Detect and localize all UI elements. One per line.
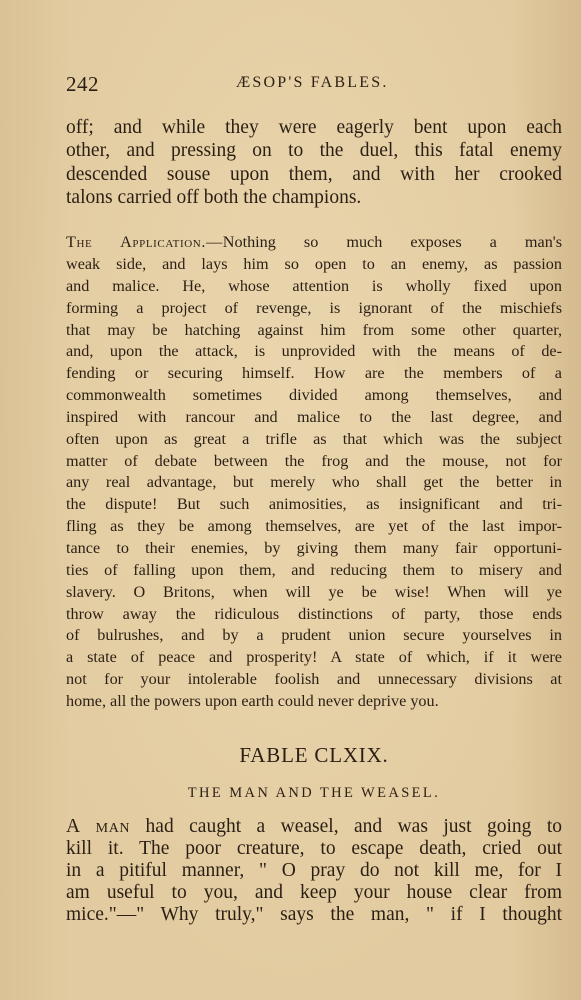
opening-word: A man [66,815,131,837]
text-line: that may be hatching against him from some other quarter, [66,320,562,339]
fable-body-paragraph [66,816,562,926]
text-line: the dispute! But such animosities, as insignificant and tri- [66,495,562,514]
text-line: a state of peace and prosperity! A state of which, if it were [66,648,562,667]
text-line: off; and while they were eagerly bent upon each [66,117,562,138]
text-line: throw away the ridiculous distinctions of party, those ends [66,604,562,623]
text-line: inspired with rancour and malice to the last degree, and [66,407,562,426]
page-number: 242 [66,72,99,96]
text-line: of bulrushes, and by a prudent union secure yourselves in [66,626,562,645]
text-line: home, all the powers upon earth could never deprive you. [66,691,439,710]
text-line: commonwealth sometimes divided among themselves, and [66,386,562,405]
application-label: The Application.— [66,233,223,252]
text-line: am useful to you, and keep your house clear from [66,881,562,903]
application-paragraph [66,232,562,713]
text-line: kill it. The poor creature, to escape death, cried out [66,837,562,859]
book-title: ÆSOP'S FABLES. [236,74,389,91]
text-line: ties of falling upon them, and reducing them to misery and [66,560,562,579]
text-line: slavery. O Britons, when will ye be wise! When will ye [66,582,562,601]
text-line: talons carried off both the champions. [66,186,362,208]
text-line: matter of debate between the frog and the mouse, not for [66,451,562,470]
running-head [66,72,562,98]
text-line: tance to their enemies, by giving them many fair opportuni- [66,539,562,557]
text-line: fending or securing himself. How are the members of a [66,364,562,383]
text-line: and, upon the attack, is unprovided with the means of de- [66,342,562,361]
fable-subtitle: THE MAN AND THE WEASEL. [187,784,441,801]
text-line: weak side, and lays him so open to an enemy, as passion [66,255,562,274]
text-line: mice."—" Why truly," says the man, " if I thought [66,903,562,925]
fable-first-line: had caught a weasel, and was just going to [130,815,562,837]
text-line: other, and pressing on to the duel, this fatal enemy [66,140,562,162]
text-line: forming a project of revenge, is ignorant of the mischiefs [66,298,562,317]
text-line: any real advantage, but merely who shall get the better in [66,473,562,492]
text-line: not for your intolerable foolish and unnecessary divisions at [66,670,562,689]
text-line [66,816,562,838]
fable-heading: FABLE CLXIX. [239,742,389,767]
text-line [66,232,562,254]
fable-conclusion-paragraph [66,116,562,209]
book-page [66,72,562,926]
text-line: descended souse upon them, and with her crooked [66,163,562,185]
text-line: in a pitiful manner, " O pray do not kill me, for I [66,859,562,881]
text-line: fling as they be among themselves, are yet of the last impor- [66,517,562,536]
text-line: and malice. He, whose attention is wholly fixed upon [66,276,562,295]
application-first-line: Nothing so much exposes a man's [222,233,563,252]
text-line: often upon as great a trifle as that which was the subject [66,429,562,448]
